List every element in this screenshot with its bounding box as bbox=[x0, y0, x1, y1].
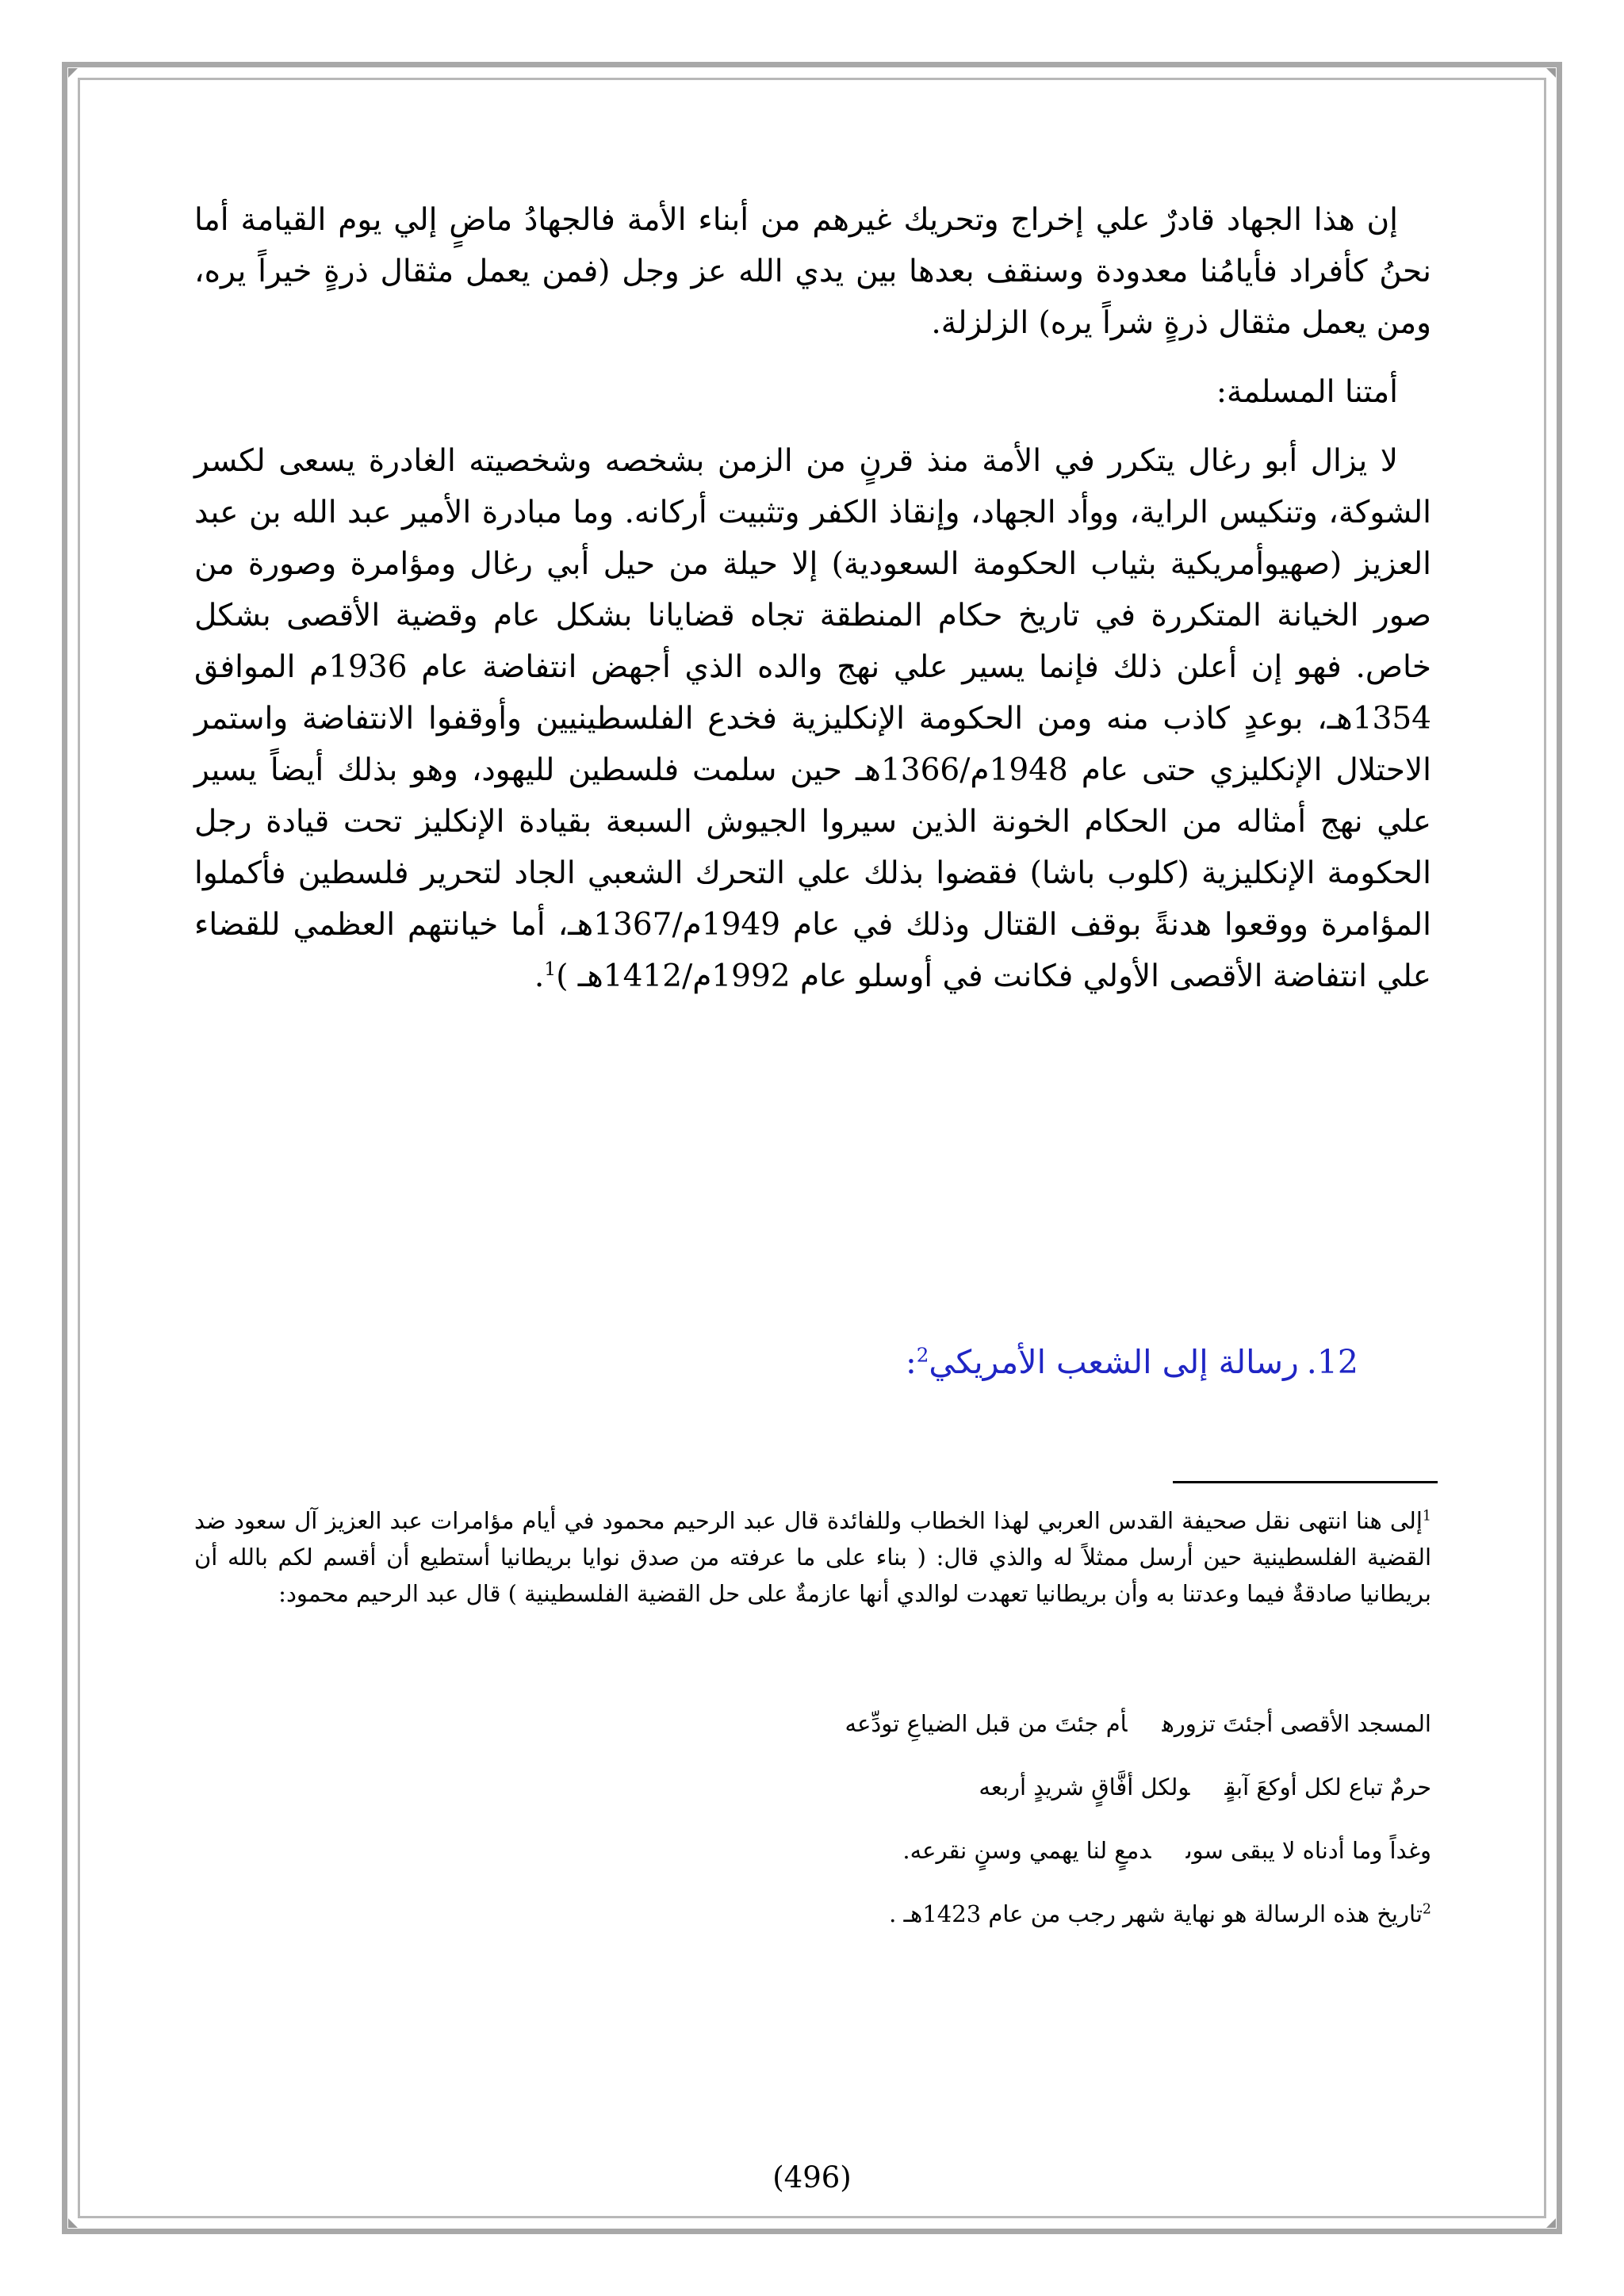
paragraph-1: إن هذا الجهاد قادرٌ علي إخراج وتحريك غيرهم من أبناء الأمة فالجهادُ ماضٍ إلي يوم القيامة أما نحنُ كأفراد فأيامُنا معدودة وسنقف بعدها بين يدي الله عز وجل (فمن يعمل مثقال ذرةٍ خيراً يره، ومن يعمل مثقال ذرةٍ شراً يره) الزلزلة. bbox=[194, 202, 1431, 341]
frame-corner-ornament bbox=[1546, 68, 1556, 78]
section-title-text: رسالة إلى الشعب الأمريكي bbox=[929, 1343, 1299, 1381]
section-title-suffix: : bbox=[905, 1343, 917, 1381]
footnote-1-text: إلى هنا انتهى نقل صحيفة القدس العربي لهذا الخطاب وللفائدة قال عبد الرحيم محمود في أيام مؤامرات عبد العزيز آل سعود ضد القضية الفلسطينية حين أرسل ممثلاً له والذي قال: ( بناء على ما عرفته من صدق نوايا بريطانيا أستطيع أن أقسم لكم بالله أن بريطانيا صادقةٌ فيما وعدتنا به وأن بريطانيا تعهدت لوالدي أنها عازمةٌ على حل القضية الفلسطينية ) قال عبد الرحيم محمود: bbox=[194, 1507, 1431, 1607]
verse-second-half: أم جئتَ من قبل الضياعِ تودِّعه bbox=[845, 1710, 1128, 1737]
frame-corner-ornament bbox=[68, 68, 78, 78]
frame-corner-ornament bbox=[68, 2218, 78, 2228]
paragraph-2-end: . bbox=[534, 959, 545, 994]
page-number: (496) bbox=[772, 2160, 852, 2195]
footnote-ref-2: 2 bbox=[916, 1343, 929, 1367]
verse-first-half: حرمٌ تباع لكل أوكعَ آبقٍ bbox=[1224, 1774, 1431, 1800]
paragraph-2-text: لا يزال أبو رغال يتكرر في الأمة منذ قرنٍ من الزمن بشخصه وشخصيته الغادرة يسعى لكسر الشوكة، وتنكيس الراية، ووأد الجهاد، وإنقاذ الكفر وتثبيت أركانه. وما مبادرة الأمير عبد الله بن عبد العزيز (صهيوأمريكية بثياب الحكومة السعودية) إلا حيلة من حيل أبي رغال ومؤامرة وصورة من صور الخيانة المتكررة في تاريخ حكام المنطقة تجاه قضايانا بشكل عام وقضية الأقصى بشكل خاص. فهو إن أعلن ذلك فإنما يسير علي نهج والده الذي أجهض انتفاضة عام 1936م الموافق 1354هـ، بوعدٍ كاذب منه ومن الحكومة الإنكليزية فخدع الفلسطينيين وأوقفوا الانتفاضة واستمر الاحتلال الإنكليزي حتى عام 1948م/1366هـ حين سلمت فلسطين لليهود، وهو بذلك أيضاً يسير علي نهج أمثاله من الحكام الخونة الذين سيروا الجيوش السبعة بقيادة الإنكليز تحت قيادة رجل الحكومة الإنكليزية (كلوب باشا) فقضوا بذلك علي التحرك الشعبي الجاد لتحرير فلسطين فأكملوا المؤامرة ووقعوا هدنةً بوقف القتال وذلك في عام 1949م/1367هـ، أما خيانتهم العظمي للقضاء علي انتفاضة الأقصى الأولي فكانت في أوسلو عام 1992م/1412هـ ) bbox=[194, 443, 1431, 994]
footnotes bbox=[194, 1502, 1431, 1932]
verse-second-half: دمعٍ لنا يهمي وسنٍ نقرعه. bbox=[902, 1837, 1151, 1864]
footnote-ref-1: 1 bbox=[544, 958, 557, 980]
section-heading bbox=[194, 1338, 1358, 1386]
verse-second-half: ولكل أفَّاقٍ شريدٍ أربعه bbox=[979, 1774, 1190, 1800]
verse-first-half: وغداً وما أدناه لا يبقى سوى bbox=[1185, 1837, 1431, 1864]
poem bbox=[194, 1705, 1431, 1869]
verse-first-half: المسجد الأقصى أجئتَ تزوره bbox=[1162, 1710, 1431, 1737]
footnote-separator bbox=[1173, 1481, 1438, 1483]
address-heading: أمتنا المسلمة: bbox=[1216, 374, 1398, 410]
footnote-2 bbox=[194, 1896, 1431, 1932]
poem-verse bbox=[194, 1832, 1431, 1869]
main-text bbox=[194, 194, 1431, 1020]
section-number: 12. bbox=[1306, 1343, 1358, 1381]
footnote-1-marker: 1 bbox=[1422, 1508, 1431, 1525]
footnote-2-text: تاريخ هذه الرسالة هو نهاية شهر رجب من عام 1423هـ . bbox=[889, 1900, 1423, 1927]
poem-verse bbox=[194, 1769, 1431, 1805]
poem-verse bbox=[194, 1705, 1431, 1742]
footnote-1 bbox=[194, 1502, 1431, 1612]
frame-corner-ornament bbox=[1546, 2218, 1556, 2228]
footnote-2-marker: 2 bbox=[1422, 1901, 1431, 1918]
paragraph-2 bbox=[194, 435, 1431, 1002]
